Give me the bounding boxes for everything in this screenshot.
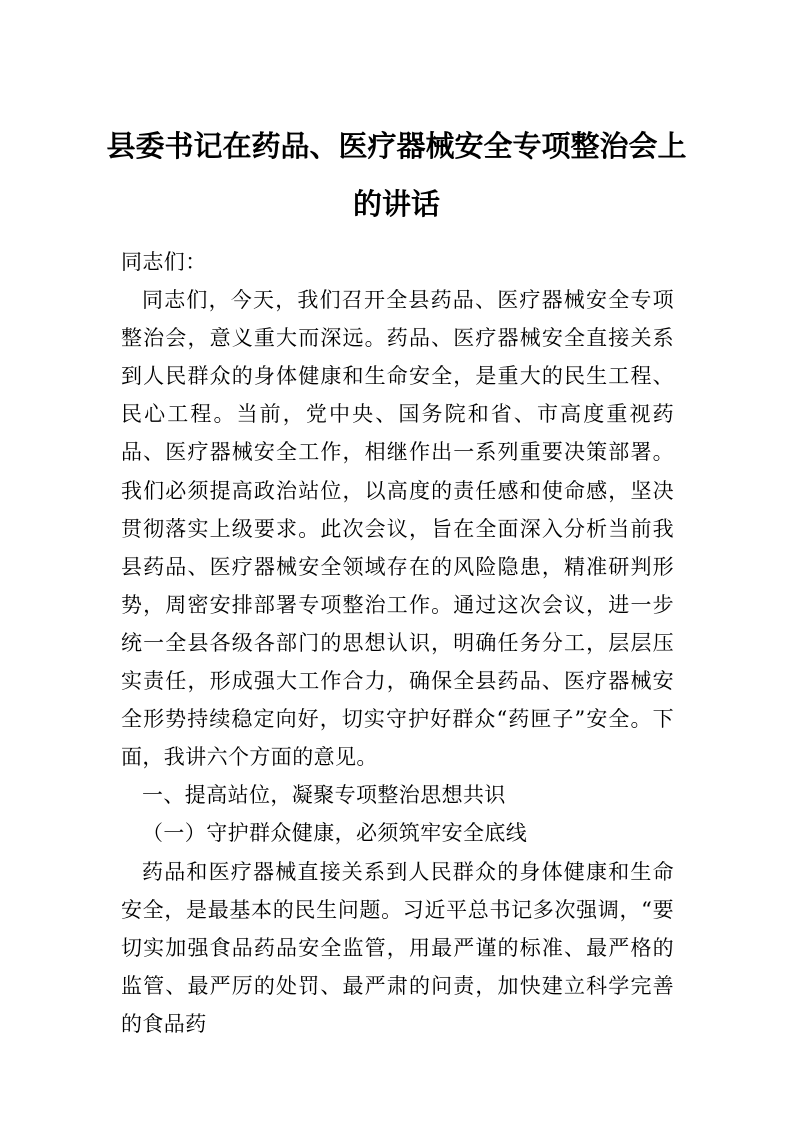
- subsection-heading-1: （一）守护群众健康，必须筑牢安全底线: [142, 821, 528, 846]
- paragraph-body: 药品和医疗器械直接关系到人民群众的身体健康和生命安全，是最基本的民生问题。习近平总书记多次强调，“要切实加强食品药品安全监管，用最严谨的标准、最严格的监管、最严厉的处罚、最严肃的问责，加快建立科学完善的食品药: [121, 859, 674, 1036]
- section-heading-1: 一、提高站位，凝聚专项整治思想共识: [142, 783, 506, 808]
- document-body: [121, 243, 674, 1043]
- document-title: 县委书记在药品、医疗器械安全专项整治会上的讲话: [106, 129, 687, 221]
- salutation: 同志们：: [121, 250, 207, 274]
- paragraph-intro: 同志们，今天，我们召开全县药品、医疗器械安全专项整治会，意义重大而深远。药品、医疗器械安全直接关系到人民群众的身体健康和生命安全，是重大的民生工程、民心工程。当前，党中央、国务院和省、市高度重视药品、医疗器械安全工作，相继作出一系列重要决策部署。我们必须提高政治站位，以高度的责任感和使命感，坚决贯彻落实上级要求。此次会议，旨在全面深入分析当前我县药品、医疗器械安全领域存在的风险隐患，精准研判形势，周密安排部署专项整治工作。通过这次会议，进一步统一全县各级各部门的思想认识，明确任务分工，层层压实责任，形成强大工作合力，确保全县药品、医疗器械安全形势持续稳定向好，切实守护好群众“药匣子”安全。下面，我讲六个方面的意见。: [121, 288, 674, 770]
